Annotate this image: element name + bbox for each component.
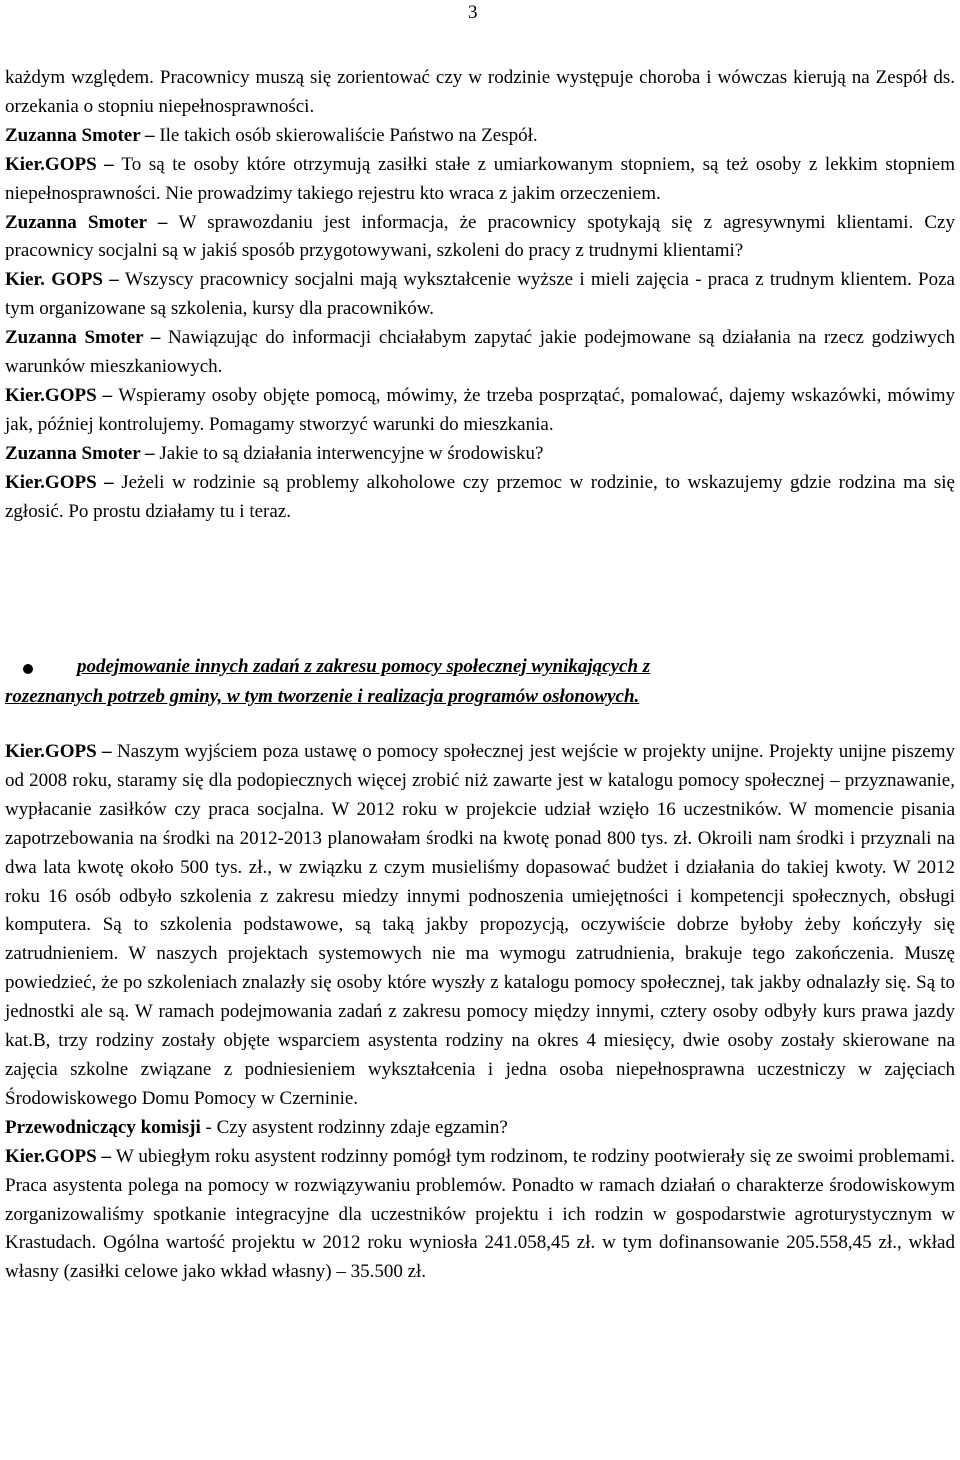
paragraph-text: - Czy asystent rodzinny zdaje egzamin?	[200, 1116, 508, 1138]
paragraph	[5, 469, 955, 527]
paragraph	[5, 738, 955, 1114]
speaker-name: Zuzanna Smoter –	[5, 327, 169, 349]
speaker-name: Przewodniczący komisji	[5, 1116, 201, 1138]
paragraph	[5, 209, 955, 267]
paragraph-text: W ubiegłym roku asystent rodzinny pomógł tym rodzinom, te rodziny pootwierały się ze swoimi problemami. Praca asystenta polega na pomocy w rozwiązywaniu problemów. Ponadto w ramach działań o charakterze środowiskowym zorganizowaliśmy spotkanie integracyjne dla uczestników projektu i ich rodzin w gospodarstwie agroturystycznym w Krastudach. Ogólna wartość projektu w 2012 roku wyniosła 241.058,45 zł. w tym dofinansowanie 205.558,45 zł., wkład własny (zasiłki celowe jako wkład własny) – 35.500 zł.	[5, 1145, 955, 1283]
speaker-name: Kier. GOPS –	[5, 269, 125, 291]
speaker-name: Zuzanna Smoter –	[5, 442, 160, 464]
speaker-name: Kier.GOPS –	[5, 153, 122, 175]
section-heading-line-2: rozeznanych potrzeb gminy, w tym tworzenie i realizacja programów osłonowych.	[5, 686, 640, 707]
paragraph	[5, 64, 955, 122]
paragraph	[5, 266, 955, 324]
paragraph	[5, 324, 955, 382]
paragraph-text: Wspieramy osoby objęte pomocą, mówimy, że trzeba posprzątać, pomalować, dajemy wskazówki, mówimy jak, później kontrolujemy. Pomagamy stworzyć warunki do mieszkania.	[5, 384, 955, 435]
speaker-name: Zuzanna Smoter –	[5, 124, 160, 146]
paragraph-text: Wszyscy pracownicy socjalni mają wykształcenie wyższe i mieli zajęcia - praca z trudnym klientem. Poza tym organizowane są szkolenia, kursy dla pracowników.	[5, 269, 955, 320]
speaker-name: Kier.GOPS –	[5, 384, 119, 406]
transcript-block-1	[5, 64, 955, 527]
speaker-name: Kier.GOPS –	[5, 471, 122, 493]
paragraph-text: Jakie to są działania interwencyjne w środowisku?	[159, 442, 544, 464]
paragraph-text: Jeżeli w rodzinie są problemy alkoholowe czy przemoc w rodzinie, to wskazujemy gdzie rodzina ma się zgłosić. Po prostu działamy tu i teraz.	[5, 471, 955, 522]
paragraph-text: każdym względem. Pracownicy muszą się zorientować czy w rodzinie występuje choroba i wówczas kierują na Zespół ds. orzekania o stopniu niepełnosprawności.	[5, 67, 955, 117]
paragraph	[5, 151, 955, 209]
transcript-block-2	[5, 738, 955, 1287]
speaker-name: Zuzanna Smoter –	[5, 211, 179, 233]
paragraph-text: Naszym wyjściem poza ustawę o pomocy społecznej jest wejście w projekty unijne. Projekty unijne piszemy od 2008 roku, staramy się dla podopiecznych więcej zrobić niż zawarte jest w katalogu pomocy społecznej – przyznawanie, wypłacanie zasiłków czy praca socjalna. W 2012 roku w projekcie udział wzięło 16 uczestników. W momencie pisania zapotrzebowania na środki na 2012-2013 planowałam środki na kwotę ponad 800 tys. zł. Okroili nam środki i przyznali na dwa lata kwotę około 500 tys. zł., w związku z czym musieliśmy dopasować budżet i działania do takiej kwoty. W 2012 roku 16 osób odbyło szkolenia z zakresu miedzy innymi podnoszenia umiejętności i kompetencji społecznych, obsługi komputera. Są to szkolenia podstawowe, są taką jakby propozycją, oczywiście dobrze byłoby żeby kończyły się zatrudnieniem. W naszych projektach systemowych nie ma wymogu zatrudnienia, brakuje tego zakończenia. Muszę powiedzieć, że po szkoleniach znalazły się osoby które wyszły z katalogu pomocy społecznej, tak jakby odnalazły się. Są to jednostki ale są. W ramach podejmowania zadań z zakresu pomocy między innymi, cztery osoby odbyły kurs prawa jazdy kat.B, trzy rodziny zostały objęte wsparciem asystenta rodziny na okres 4 miesięcy, dwie osoby zostały skierowane na zajęcia szkolne związane z podniesieniem wykształcenia i jedna osoba niepełnosprawna uczestniczy w zajęciach Środowiskowego Domu Pomocy w Czerninie.	[5, 741, 955, 1109]
speaker-name: Kier.GOPS –	[5, 741, 117, 762]
paragraph-text: Nawiązując do informacji chciałabym zapytać jakie podejmowane są działania na rzecz godziwych warunków mieszkaniowych.	[5, 327, 955, 378]
paragraph-text: W sprawozdaniu jest informacja, że pracownicy spotykają się z agresywnymi klientami. Czy pracownicy socjalni są w jakiś sposób przygotowywani, szkoleni do pracy z trudnymi klientami?	[5, 211, 955, 262]
paragraph	[5, 382, 955, 440]
speaker-name: Kier.GOPS –	[5, 1145, 116, 1167]
paragraph	[5, 1114, 955, 1143]
paragraph	[5, 122, 955, 151]
section-heading-line-1: podejmowanie innych zadań z zakresu pomocy społecznej wynikających z	[77, 656, 651, 677]
paragraph	[5, 1143, 955, 1288]
bullet-dot-icon	[23, 664, 33, 674]
page-number: 3	[468, 2, 478, 23]
paragraph-text: To są te osoby które otrzymują zasiłki stałe z umiarkowanym stopniem, są też osoby z lekkim stopniem niepełnosprawności. Nie prowadzimy takiego rejestru kto wraca z jakim orzeczeniem.	[5, 153, 955, 204]
paragraph	[5, 440, 955, 469]
paragraph-text: Ile takich osób skierowaliście Państwo na Zespół.	[159, 124, 538, 146]
